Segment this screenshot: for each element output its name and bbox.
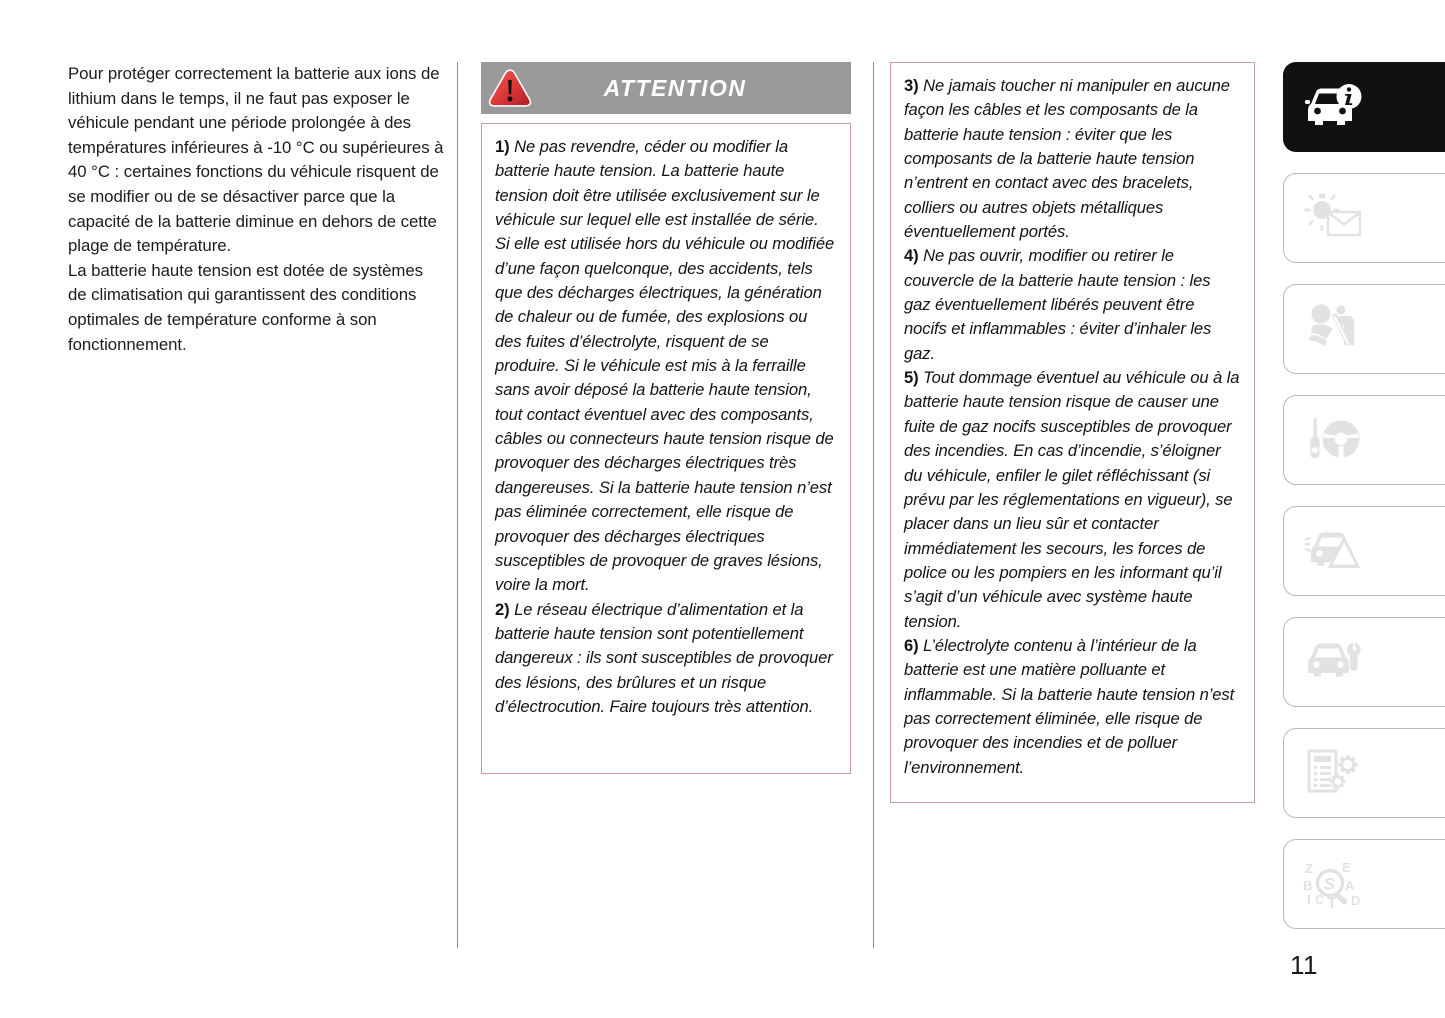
column-divider-1 — [457, 62, 458, 948]
attention-item — [904, 244, 1241, 366]
item-number: 6) — [904, 635, 919, 655]
attention-box-right — [890, 62, 1255, 803]
column-divider-2 — [873, 62, 874, 948]
svg-text:A: A — [1345, 878, 1355, 893]
svg-text:T: T — [1327, 895, 1337, 912]
svg-text:C: C — [1315, 892, 1325, 907]
sidebar-tab-technical-specs[interactable] — [1283, 728, 1445, 818]
sidebar-tab-car-info[interactable] — [1283, 62, 1445, 152]
svg-text:Z: Z — [1305, 861, 1313, 876]
item-text: L’électrolyte contenu à l’intérieur de la batterie est une matière polluante et inflammable. Si la batterie haute tension n’est pas correctement éliminée, elle risque de provoquer des incendies et de polluer l’environnement. — [904, 635, 1235, 777]
item-text: Ne pas revendre, céder ou modifier la batterie haute tension. La batterie haute tension doit être utilisée exclusivement sur le véhicule sur lequel elle est installée de série. Si elle est utilisée hors du véhicule ou modifiée d’une façon quelconque, des accidents, tels que des décharges électriques, la génération de chaleur ou de fumée, des explosions ou des fuites d’électrolyte, risquent de se produire. Si le véhicule est mis à la ferraille sans avoir déposé la batterie haute tension, tout contact éventuel avec des composants, câbles ou connecteurs haute tension risque de provoquer des décharges électriques très dangereuses. Si la batterie haute tension n’est pas éliminée correctement, elle risque de provoquer des décharges électriques susceptibles de provoquer de graves lésions, voire la mort. — [495, 137, 835, 595]
sidebar-tab-warning-lights[interactable] — [1283, 173, 1445, 263]
item-text: Tout dommage éventuel au véhicule ou à la batterie haute tension risque de causer une fuite de gaz nocifs susceptibles de provoquer des incendies. En cas d’incendie, s’éloigner du véhicule, enfiler le gilet réfléchissant (si prévu par les réglementations en vigueur), se placer dans un lieu sûr et contacter immédiatement les secours, les forces de police ou les pompiers en les informant qu’il s’agit d’un véhicule avec système haute tension. — [904, 368, 1240, 631]
sidebar-tab-alphabetical-index[interactable] — [1283, 839, 1445, 929]
technical-specifications-icon — [1302, 745, 1364, 801]
svg-text:D: D — [1351, 893, 1361, 908]
page-number: 11 — [1290, 950, 1318, 980]
sidebar-tab-occupant-safety[interactable] — [1283, 284, 1445, 374]
sidebar-tab-maintenance[interactable] — [1283, 617, 1445, 707]
occupant-safety-icon — [1302, 301, 1364, 357]
item-number: 5) — [904, 368, 919, 388]
item-number: 1) — [495, 137, 510, 156]
intro-text-block — [68, 62, 444, 357]
attention-box-middle — [481, 123, 851, 774]
item-number: 2) — [495, 599, 510, 619]
item-text: Ne jamais toucher ni manipuler en aucune façon les câbles et les composants de la batterie haute tension : éviter que les composants de la batterie haute tension n’entrent en contact avec des bracelets, colliers ou autres objets métalliques éventuellement portés. — [904, 76, 1230, 242]
item-number: 4) — [904, 246, 919, 266]
warning-triangle-icon — [487, 67, 533, 109]
maintenance-icon — [1302, 634, 1364, 690]
start-driving-icon — [1302, 412, 1364, 468]
attention-item — [904, 634, 1241, 780]
svg-text:E: E — [1342, 860, 1351, 875]
svg-text:I: I — [1307, 892, 1311, 907]
item-text: Ne pas ouvrir, modifier ou retirer le couvercle de la batterie haute tension : les gaz éventuellement libérés peuvent être nocifs et inflammables : éviter d’inhaler les gaz. — [904, 246, 1212, 363]
sidebar-tab-start-driving[interactable] — [1283, 395, 1445, 485]
sidebar-tab-emergency[interactable] — [1283, 506, 1445, 596]
text-column-left — [68, 62, 444, 357]
attention-header — [481, 62, 851, 114]
item-text: Le réseau électrique d’alimentation et la batterie haute tension sont potentiellement dangereux : ils sont susceptibles de provoquer des lésions, des brûlures et un risque d’électrocution. Faire toujours très attention. — [495, 599, 833, 716]
car-info-icon — [1302, 79, 1364, 135]
attention-items-right — [904, 74, 1241, 780]
text-column-middle — [481, 62, 851, 774]
svg-text:B: B — [1303, 878, 1313, 893]
text-column-right — [890, 62, 1255, 803]
attention-item — [904, 74, 1241, 244]
attention-items-middle — [495, 135, 837, 719]
emergency-icon — [1302, 523, 1364, 579]
svg-text:S: S — [1323, 874, 1335, 894]
attention-item — [495, 598, 837, 720]
paragraph: Pour protéger correctement la batterie aux ions de lithium dans le temps, il ne faut pas exposer le véhicule pendant une période prolongée à des températures inférieures à -10 °C ou supérieures à 40 °C : certaines fonctions du véhicule risquent de se modifier ou de se désactiver parce que la capacité de la batterie diminue en dehors de cette plage de température. — [68, 64, 444, 256]
dashboard-warning-lights-icon — [1302, 190, 1364, 246]
attention-title: ATTENTION — [603, 74, 747, 101]
attention-item — [904, 366, 1241, 634]
item-number: 3) — [904, 76, 919, 95]
paragraph: La batterie haute tension est dotée de systèmes de climatisation qui garantissent des conditions optimales de température conforme à son fonctionnement. — [68, 260, 423, 354]
section-tabs-sidebar — [1283, 62, 1445, 950]
alphabetical-index-icon — [1302, 856, 1364, 912]
attention-item — [495, 135, 837, 598]
